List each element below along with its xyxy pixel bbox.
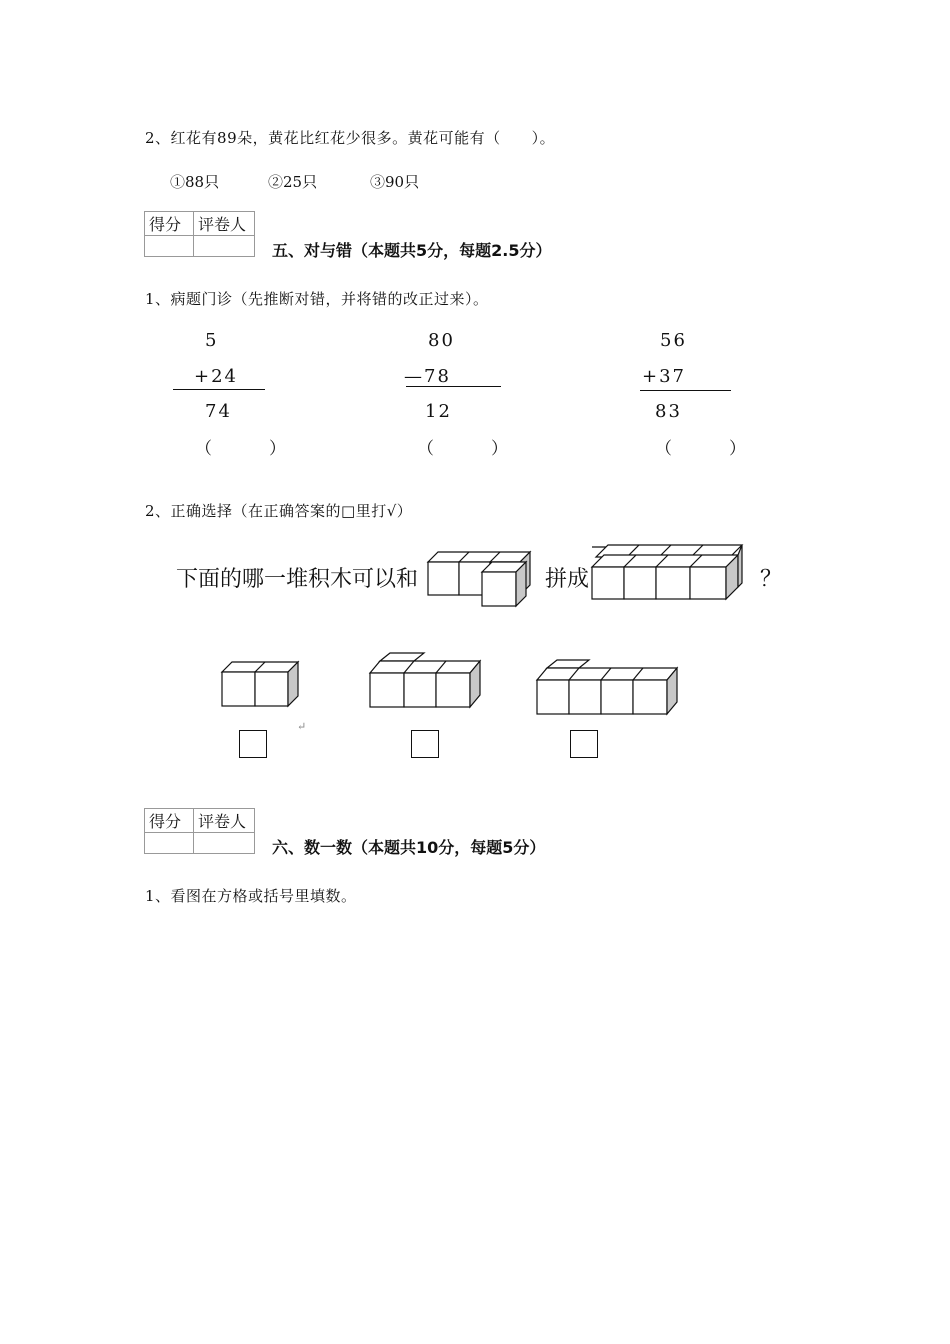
score-table <box>144 211 255 257</box>
answer-paren[interactable]: （ ） <box>417 439 528 459</box>
calc-top-number: 5 <box>205 330 219 351</box>
section-title: 六、数一数（本题共10分，每题5分） <box>272 838 546 857</box>
blocks-option-1 <box>220 660 300 708</box>
blocks-prompt-text: 下面的哪一堆积木可以和 <box>176 567 419 592</box>
section-title: 五、对与错（本题共5分，每题2.5分） <box>272 241 552 260</box>
calc-line <box>406 386 501 387</box>
blocks-prompt-question-mark: ？ <box>760 567 783 592</box>
question-text: 1、看图在方格或括号里填数。 <box>145 887 357 905</box>
question-text: 2、红花有89朵，黄花比红花少很多。黄花可能有（ ）。 <box>145 129 556 147</box>
calc-operand: +24 <box>194 366 238 387</box>
question-text: 1、病题门诊（先推断对错，并将错的改正过来）。 <box>145 290 489 308</box>
calc-result: 83 <box>655 401 682 422</box>
grader-label: 评卷人 <box>194 809 255 833</box>
calc-operand: +37 <box>642 366 686 387</box>
blocks-given-piece <box>426 550 538 610</box>
blocks-option-3 <box>535 658 679 716</box>
question-text: 2、正确选择（在正确答案的□里打√） <box>145 502 413 520</box>
calc-result: 12 <box>425 401 452 422</box>
answer-checkbox-1[interactable] <box>239 730 267 758</box>
answer-checkbox-3[interactable] <box>570 730 598 758</box>
score-cell[interactable] <box>145 236 194 257</box>
calc-operand: —78 <box>404 366 451 387</box>
calc-top-number: 80 <box>428 330 455 351</box>
calc-line <box>173 389 265 390</box>
blocks-option-2 <box>368 651 482 709</box>
calc-top-number: 56 <box>660 330 687 351</box>
score-label: 得分 <box>145 212 194 236</box>
score-label: 得分 <box>145 809 194 833</box>
blocks-target-shape <box>590 543 746 601</box>
calc-result: 74 <box>205 401 232 422</box>
answer-paren[interactable]: （ ） <box>655 439 766 459</box>
calc-line <box>640 390 731 391</box>
option-1[interactable]: ①88只 <box>170 173 220 191</box>
score-table <box>144 808 255 854</box>
blocks-prompt-text-2: 拼成 <box>545 567 590 592</box>
answer-paren[interactable]: （ ） <box>195 439 306 459</box>
score-cell[interactable] <box>145 833 194 854</box>
grader-label: 评卷人 <box>194 212 255 236</box>
paragraph-mark-icon: ↵ <box>297 720 307 733</box>
option-2[interactable]: ②25只 <box>268 173 318 191</box>
grader-cell[interactable] <box>194 236 255 257</box>
answer-checkbox-2[interactable] <box>411 730 439 758</box>
grader-cell[interactable] <box>194 833 255 854</box>
option-3[interactable]: ③90只 <box>370 173 420 191</box>
